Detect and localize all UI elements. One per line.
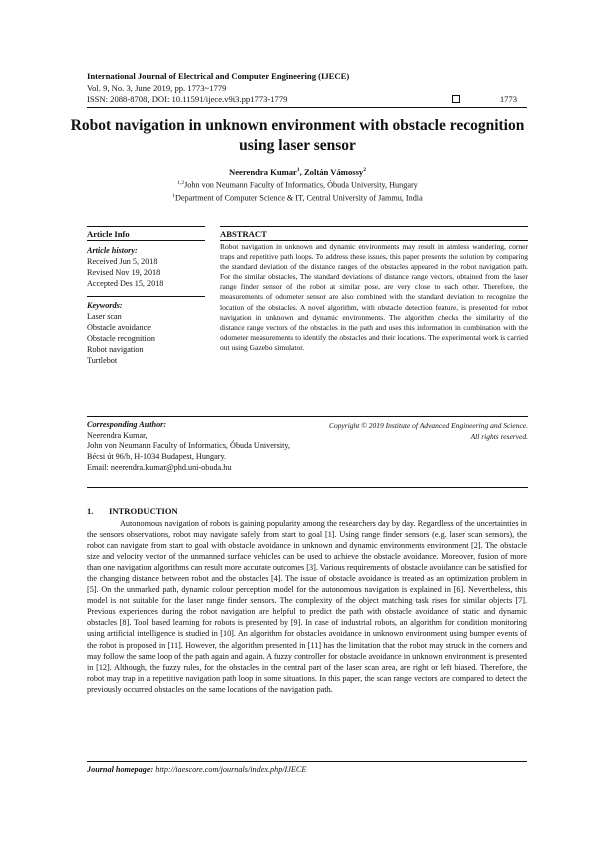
keyword: Laser scan — [87, 312, 122, 321]
info-head-rule — [87, 240, 205, 241]
section-title: INTRODUCTION — [109, 506, 178, 516]
abstract-text: Robot navigation in unknown and dynamic environments may result in aimless wandering, corner traps and repetitive path loops. To address these issues, this paper presents the solution by comparing the standard deviation of the distance ranges of the obstacles appeared in the robot navigation path. For the similar obstacles, The standard deviations of distance range vectors, obtained from the laser range finder sensor of the robot at similar pose, are very close to each other. Therefore, the measurements of odometer sensor are also combined with the standard deviation to recognize the location of the obstacles. A novel algorithm, with obstacle detection feature, is presented for robot navigation in unknown and dynamic environments. The algorithm checks the similarity of the distance range vectors of the obstacles in the path and uses this information in combination with the odometer measurements to identify the obstacles and their locations. The experimental work is carried out using Gazebo simulator. — [220, 242, 528, 352]
authors: Neerendra Kumar$^1$, Zoltán Vámossy$^2$ — [229, 167, 366, 177]
footer-rule — [87, 761, 527, 762]
corresponding-address: Bécsi út 96/b, H-1034 Budapest, Hungary. — [87, 452, 227, 462]
abstract-head-rule — [220, 240, 528, 241]
keywords-label: Keywords: — [87, 301, 123, 310]
section-number: 1. — [87, 506, 94, 516]
affiliations: $^{1,2}$John von Neumann Faculty of Informatics, Óbuda University, Hungary $^1$Department of Computer Science & IT, Central University of Jammu, India — [172, 180, 423, 203]
author-2: Zoltán Vámossy — [303, 167, 364, 177]
square-icon — [452, 95, 460, 103]
corresponding-name: Neerendra Kumar, — [87, 430, 148, 440]
issn-row — [87, 94, 517, 106]
info-top-rule — [87, 226, 205, 227]
abstract-top-rule — [220, 226, 528, 227]
author-1: Neerendra Kumar — [229, 167, 297, 177]
section-heading — [87, 506, 178, 516]
history-label: Article history: — [87, 246, 138, 255]
keywords-rule — [87, 296, 205, 297]
paper-title: Robot navigation in unknown environment with obstacle recognition using laser sensor — [70, 117, 525, 154]
accepted-date: Accepted Des 15, 2018 — [87, 279, 164, 288]
article-info-heading: Article Info — [87, 229, 130, 239]
journal-homepage — [87, 765, 306, 774]
keyword: Obstacle avoidance — [87, 323, 151, 332]
corresponding-rule — [87, 487, 528, 488]
keyword: Robot navigation — [87, 345, 144, 354]
journal-header — [87, 71, 517, 106]
corresponding-email: Email: neerendra.kumar@phd.uni-obuda.hu — [87, 462, 232, 472]
affiliation-2: Department of Computer Science & IT, Central University of Jammu, India — [175, 193, 423, 203]
received-date: Received Jun 5, 2018 — [87, 257, 158, 266]
corresponding-label: Corresponding Author: — [87, 420, 167, 429]
copyright: Copyright © 2019 Institute of Advanced Engineering and Science. All rights reserved. — [328, 421, 528, 441]
introduction-text: Autonomous navigation of robots is gaining popularity among the researchers day by day. Regardless of the uncertainties in the sensors observations, robot may navigate safely from start to goal [1]. Using range finder sensors (e.g. laser scan sensors), the robot can navigate from start to goal with obstacle avoidance in unknown and dynamic environments environment [2]. The obstacle size and velocity vector of the unmanned surface vehicles can be used to achieve the obstacle avoidance. Moreover, fusion of more than one navigation algorithms can result more accurate outcomes [3]. Various requirements of obstacle avoidance can be satisfied for the changing distance between robot and the obstacles [4]. The issue of obstacle avoidance is treated as an optimization problem in [5]. On the unmarked path, dynamic colour perception model for the autonomous navigation is explained in [6]. Nevertheless, this model is not suitable for the laser range finder sensors. The complexity of the object matching task rises for similar objects [7]. Previous experiences during the robot navigation are helpful to predict the path with obstacle avoidance of static and dynamic obstacles [8]. Tool based learning for robots is presented by [9]. In case of industrial robots, an algorithm for condition monitoring using artificial intelligence is studied in [10]. An algorithm for obstacles avoidance in unknown environment using bumper events of the robot is proposed in [11]. However, the algorithm presented in [11] has the limitation that the robot may struck in the corners and may follow the same loop of the path again and again. A fuzzy controller for obstacle avoidance in unknown environment is presented in [12]. Although, the fuzzy rules, for the obstacles in the central part of the laser scan area, are right or left biased. Therefore, the robot may trap in a repetitive navigation path loop in some situations. In this paper, the scan range vectors are compared to detect the previously occurred obstacles on the same locations of the navigation path. — [87, 519, 527, 694]
abstract-heading: ABSTRACT — [220, 229, 267, 239]
affiliation-1: John von Neumann Faculty of Informatics, Óbuda University, Hungary — [184, 180, 418, 190]
corresponding-affiliation: John von Neumann Faculty of Informatics, Óbuda University, — [87, 441, 290, 451]
abstract-bottom-rule — [87, 416, 528, 417]
revised-date: Revised Nov 19, 2018 — [87, 268, 161, 277]
issn-line: ISSN: 2088-8708, DOI: 10.11591/ijece.v9i3.pp1773-1779 — [87, 94, 288, 104]
keyword: Obstacle recognition — [87, 334, 155, 343]
journal-name: International Journal of Electrical and Computer Engineering (IJECE) — [87, 71, 350, 81]
article-history — [87, 245, 217, 289]
page-number: 1773 — [499, 94, 517, 104]
header-rule — [87, 107, 527, 108]
corresponding-author — [87, 420, 290, 474]
keyword: Turtlebot — [87, 356, 118, 365]
homepage-link[interactable]: http://iaescore.com/journals/index.php/IJECE — [155, 765, 307, 774]
homepage-label: Journal homepage: — [87, 765, 154, 774]
volume-line: Vol. 9, No. 3, June 2019, pp. 1773~1779 — [87, 82, 227, 93]
keywords — [87, 300, 217, 366]
